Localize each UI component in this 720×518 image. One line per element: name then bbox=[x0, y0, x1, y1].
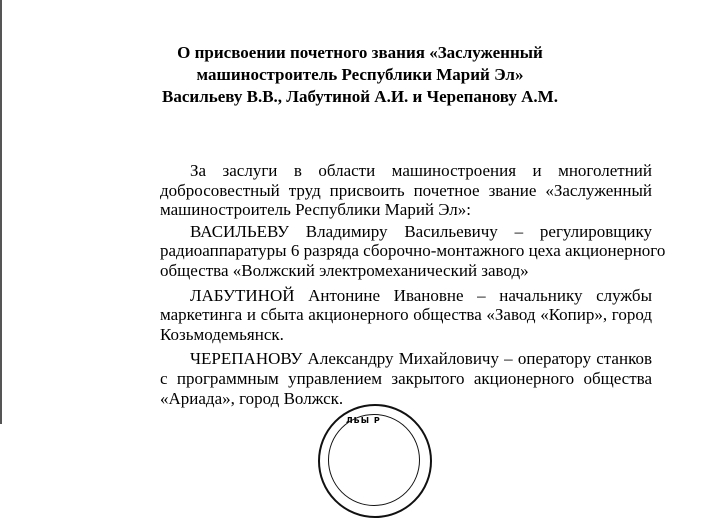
body-line: ЛАБУТИНОЙ Антонине Ивановне – начальнику службы bbox=[190, 285, 652, 305]
official-seal bbox=[318, 404, 432, 518]
body-line: с программным управлением закрытого акционерного общества bbox=[160, 368, 652, 388]
document-body bbox=[160, 161, 666, 410]
paragraph-cherepanov bbox=[160, 349, 652, 408]
title-line-2: машиностроитель Республики Марий Эл» bbox=[196, 65, 524, 84]
body-line: добросовестный труд присвоить почетное звание «Заслуженный bbox=[160, 180, 652, 200]
seal-text: ЛЬЫ Р bbox=[346, 416, 381, 425]
body-line: машиностроитель Республики Марий Эл»: bbox=[160, 200, 471, 220]
body-line: общества «Волжский электромеханический завод» bbox=[160, 260, 529, 280]
body-line: маркетинга и сбыта акционерного общества «Завод «Копир», город bbox=[160, 305, 652, 325]
seal-inner-ring bbox=[328, 414, 420, 506]
body-line: радиоаппаратуры 6 разряда сборочно-монтажного цеха акционерного bbox=[160, 241, 666, 261]
document-title bbox=[0, 42, 720, 108]
title-line-1: О присвоении почетного звания «Заслуженный bbox=[177, 43, 543, 62]
paragraph-labutina bbox=[160, 286, 652, 345]
body-line: «Ариада», город Волжск. bbox=[160, 388, 344, 408]
body-line: ЧЕРЕПАНОВУ Александру Михайловичу – оператору станков bbox=[190, 349, 652, 369]
body-line: ВАСИЛЬЕВУ Владимиру Васильевичу – регулировщику bbox=[190, 221, 652, 241]
paragraph-intro bbox=[160, 161, 652, 220]
body-line: Козьмодемьянск. bbox=[160, 324, 284, 344]
paragraph-vasilyev bbox=[160, 221, 666, 281]
body-line: За заслуги в области машиностроения и многолетний bbox=[190, 161, 652, 180]
title-line-3: Васильеву В.В., Лабутиной А.И. и Черепанову А.М. bbox=[162, 87, 558, 106]
